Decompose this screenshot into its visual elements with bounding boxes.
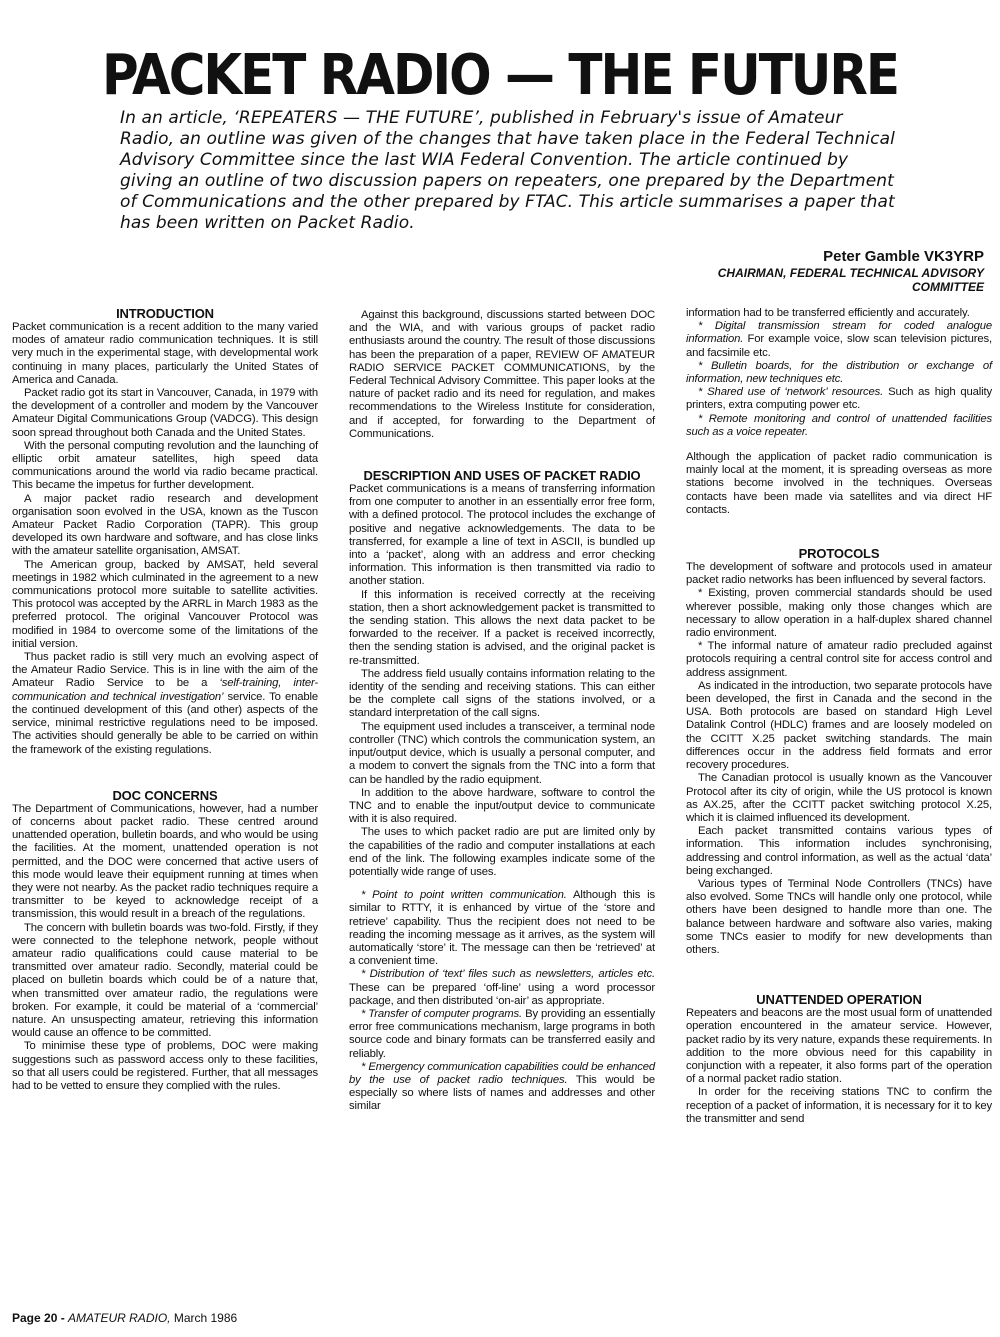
author-name: Peter Gamble VK3YRP (823, 248, 984, 265)
use-item-title: * Shared use of ‘network’ resources. (698, 386, 884, 399)
paragraph: The Canadian protocol is usually known as the Vancouver Protocol after its city of origin, while the US protocol is known as AX.25, after the CCITT packet switching protocol X.25, which it is claimed influenced its development. (686, 772, 992, 824)
use-item-title: * Emergency communication capabilities could be enhanced by the use of packet radio techniques. (349, 1060, 655, 1086)
use-item (686, 386, 992, 412)
issue-date: March 1986 (170, 1311, 238, 1325)
use-item (349, 889, 655, 968)
use-item (686, 360, 992, 386)
use-item (686, 413, 992, 439)
paragraph: With the personal computing revolution and the launching of elliptic orbit amateur satellites, high speed data communications around the world via radio became practical. This became the impetus for further development. (12, 439, 318, 492)
paragraph: Against this background, discussions started between DOC and the WIA, and with various groups of packet radio enthusiasts around the country. The result of those discussions has been the preparation of a paper, REVIEW OF AMATEUR RADIO SERVICE PACKET COMMUNICATIONS, by the Federal Technical Advisory Committee. This paper looks at the nature of packet radio and its need for regulation, and makes recommendations to the Wireless Institute for consideration, and if accepted, for forwarding to the Department of Communications. (349, 309, 655, 440)
text-run: Thus packet radio is still very much an evolving aspect of the Amateur Radio Service. This is in line with the aim of the Amateur Radio Service to be a (12, 651, 318, 690)
author-role: CHAIRMAN, FEDERAL TECHNICAL ADVISORY COMMITTEE (717, 266, 984, 294)
use-item-title: * Point to point written communication. (361, 889, 567, 902)
byline (644, 248, 984, 294)
page-footer (12, 1311, 237, 1325)
use-item-title: * Transfer of computer programs. (361, 1007, 523, 1020)
paragraph: Although the application of packet radio communication is mainly local at the moment, it is spreading overseas as more stations become involved in the techniques. Overseas contacts have been made via satellites and via direct HF contacts. (686, 451, 992, 516)
paragraph: To minimise these type of problems, DOC were making suggestions such as password access only to these facilities, so that all users could be registered. Further, that all messages had to be vetted to ensure they complied with the rules. (12, 1040, 318, 1092)
column-3 (686, 307, 992, 1126)
paragraph: Each packet transmitted contains various types of information. This information includes synchronising, addressing and control information, as well as the actual ‘data’ being exchanged. (686, 825, 992, 877)
paragraph: Packet communications is a means of transferring information from one computer to another in an essentially error free form, with a defined protocol. The protocol includes the exchange of positive and negative acknowledgements. The data to be transferred, for example a line of text in ASCII, is bundled up into a ‘packet’, along with an address and error checking information. This information is then transmitted via radio to another station. (349, 483, 655, 588)
doc-concerns-heading: DOC CONCERNS (112, 787, 218, 803)
paragraph: * The informal nature of amateur radio precluded against protocols requiring a central control site for access control and address assignment. (686, 640, 992, 679)
unattended-heading: UNATTENDED OPERATION (756, 992, 922, 1008)
use-item-text: By providing an essentially error free communications mechanism, large programs in both source code and binary formats can be transferred easily and reliably. (349, 1007, 655, 1060)
paragraph: information had to be transferred efficiently and accurately. (686, 307, 970, 319)
use-item-text: For example voice, slow scan television pictures, and facsimile etc. (686, 333, 992, 359)
paragraph: Repeaters and beacons are the most usual form of unattended operation encountered in the amateur service. However, packet radio by its very nature, expands these requirements. In addition to the more obvious need for this capability in conjunction with a repeater, it also forms part of the operation of a normal packet radio station. (686, 1007, 992, 1086)
description-heading: DESCRIPTION AND USES OF PACKET RADIO (363, 468, 641, 484)
introduction-heading: INTRODUCTION (116, 306, 214, 321)
publication-name: AMATEUR RADIO, (68, 1311, 171, 1325)
article-title: PACKET RADIO — THE FUTURE (101, 42, 899, 108)
paragraph: Various types of Terminal Node Controllers (TNCs) have also evolved. Some TNCs will handle only one protocol, while others have been designed to handle more than one. The balance between hardware and software also varies, making some TNCs easier to modify for new developments than others. (686, 877, 992, 956)
use-item-title: * Digital transmission stream for coded analogue information. (686, 320, 992, 346)
use-item-text: Such as high quality printers, extra computing power etc. (686, 386, 992, 412)
paragraph: The uses to which packet radio are put are limited only by the capabilities of the radio and computer installations at each end of the link. The following examples indicate some of the potentially wide range of uses. (349, 826, 655, 878)
text-run: service. To enable the continued development of this (and other) aspects of the service, minimal restrictive regulations need to be imposed. The activities should generally be able to be carried on within the framework of the existing regulations. (12, 690, 318, 756)
use-item-title: * Remote monitoring and control of unattended facilities such as a voice repeater. (686, 412, 992, 438)
paragraph: The development of software and protocols used in amateur packet radio networks has been influenced by several factors. (686, 561, 992, 587)
paragraph: As indicated in the introduction, two separate protocols have been developed, the first in Canada and the second in the USA. Both protocols are based on standard High Level Datalink Control (HDLC) frames and are loosely modeled on the CCITT X.25 packet switching standards. The main differences occur in the address field formats and error recovery procedures. (686, 679, 992, 772)
paragraph: The American group, backed by AMSAT, held several meetings in 1982 which culminated in the agreement to a new communications protocol more suitable to satellite activities. This protocol was accepted by the ARRL in March 1983 as the preferred protocol. The original Vancouver Protocol was modified in 1984 to overcome some of the limitations of the initial version. (12, 558, 318, 650)
emphasis-quote: ‘self-training, inter-communication and technical investigation’ (12, 677, 318, 703)
use-item-text: This would be especially so where lists of names and addresses and other similar (349, 1073, 655, 1113)
paragraph: In order for the receiving stations TNC to confirm the reception of a packet of information, it is necessary for it to key the transmitter and send (686, 1086, 992, 1125)
use-item-title: * Distribution of ‘text’ files such as newsletters, articles etc. (361, 968, 655, 981)
article-standfirst: In an article, ‘REPEATERS — THE FUTURE’, published in February's issue of Amateur Radio, an outline was given of the changes that have taken place in the Federal Technical Advisory Committee since the last WIA Federal Convention. The article continued by giving an outline of two discussion papers on repeaters, one prepared by the Department of Communications and the other prepared by FTAC. This article summarises a paper that has been written on Packet Radio. (120, 108, 895, 233)
paragraph: The address field usually contains information relating to the identity of the sending and receiving stations. This can either be the complete call signs of the stations involved, or a standard interpretation of the call signs. (349, 667, 655, 720)
use-item (349, 968, 655, 1008)
use-item-title: * Bulletin boards, for the distribution or exchange of information, new techniques etc. (686, 359, 992, 386)
paragraph: In addition to the above hardware, software to control the TNC and to enable the input/output device to communicate with it is also required. (349, 786, 655, 826)
paragraph: If this information is received correctly at the receiving station, then a short acknowledgement packet is transmitted to the sending station. This allows the next data packet to be forwarded to the receiver. If a packet is received incorrectly, then the sending station is advised, and the original packet is re-transmitted. (349, 588, 655, 667)
paragraph: A major packet radio research and development organisation soon evolved in the USA, known as the Tuscon Amateur Packet Radio Corporation (TAPR). This group developed its own hardware and software, and has close links with the amateur satellite organisation, AMSAT. (12, 492, 318, 558)
paragraph: * Existing, proven commercial standards should be used wherever possible, making only those changes which are necessary to allow operation in a half-duplex shared channel radio environment. (686, 587, 992, 640)
paragraph (12, 651, 318, 757)
column-1 (12, 307, 318, 1093)
use-item (686, 320, 992, 360)
use-item (349, 1061, 655, 1114)
column-2 (349, 309, 655, 1114)
paragraph: The equipment used includes a transceiver, a terminal node controller (TNC) which controls the communication system, an input/output device, which is usually a personal computer, and a modem to convert the signals from the TNC into a form that can be handled by the radio equipment. (349, 720, 655, 786)
page-number: Page 20 - (12, 1311, 69, 1325)
paragraph: Packet radio got its start in Vancouver, Canada, in 1979 with the development of a controller and modem by the Vancouver Amateur Digital Communications Group (VADCG). This design soon spread throughout both Canada and the United States. (12, 387, 318, 439)
use-item (349, 1008, 655, 1061)
use-item-text: Although this is similar to RTTY, it is enhanced by virtue of the ‘store and retrieve’ capability. Thus the recipient does not need to be reading the incoming message as it arrives, as the system will automatically ‘store’ it. The message can then be ‘retrieved’ at a convenient time. (349, 889, 655, 968)
use-item-text: These can be prepared ‘off-line’ using a word processor package, and then distributed ‘on-air’ as appropriate. (349, 981, 655, 1007)
protocols-heading: PROTOCOLS (798, 546, 880, 562)
paragraph: Packet communication is a recent addition to the many varied modes of amateur radio communication techniques. It is still very much in the experimental stage, with developmental work continuing in many places, particularly the United States of America and Canada. (12, 321, 318, 386)
paragraph: The Department of Communications, however, had a number of concerns about packet radio. These centred around unattended operation, bulletin boards, and who would be using the facilities. At the moment, unattended operation is not permitted, and the DOC were concerned that active users of this mode would leave their equipment running at times when they were not nearby. As the packet radio techniques require a transmitter to be keyed to acknowledge receipt of a transmission, this would result in a breach of the regulations. (12, 802, 318, 921)
paragraph: The concern with bulletin boards was two-fold. Firstly, if they were connected to the telephone network, people without amateur radio qualifications could cause material to be transmitted over amateur radio. Secondly, material could be placed on bulletin boards which could be of a nature that, when transmitted over amateur radio, the regulations were broken. For example, it could be material of a ‘commercial’ nature. An unsuspecting amateur, retrieving this information would cause an offence to be committed. (12, 921, 318, 1040)
